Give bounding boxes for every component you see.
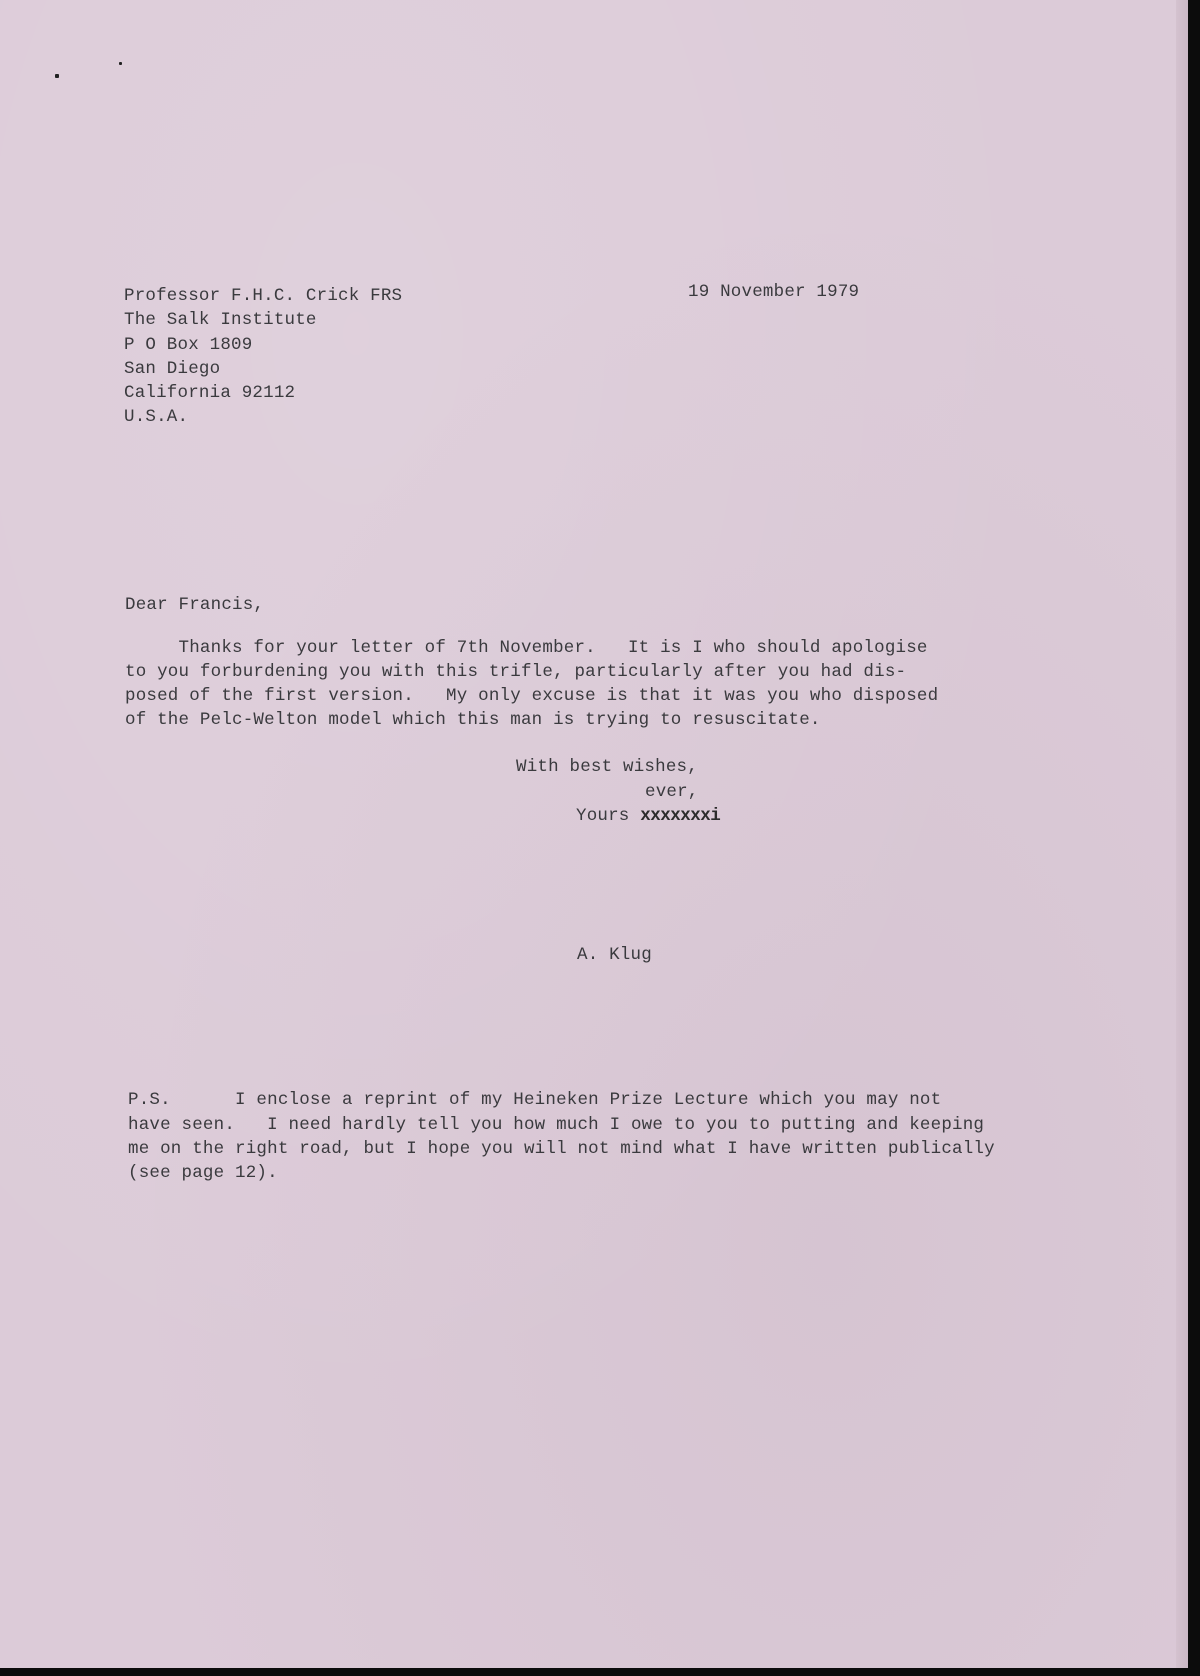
closing-yours-text: Yours xyxy=(576,806,641,826)
salutation: Dear Francis, xyxy=(125,595,265,615)
postscript-line: me on the right road, but I hope you will not mind what I have written publically xyxy=(128,1139,995,1159)
letter-date: 19 November 1979 xyxy=(688,282,860,302)
postscript-line: have seen. I need hardly tell you how much I owe to you to putting and keeping xyxy=(128,1115,985,1135)
closing-wishes: With best wishes, xyxy=(516,757,698,777)
recipient-state: California 92112 xyxy=(124,383,296,403)
corner-mark xyxy=(55,74,59,78)
postscript-line: P.S. I enclose a reprint of my Heineken Prize Lecture which you may not xyxy=(128,1090,942,1110)
body-line: to you forburdening you with this trifle, particularly after you had dis- xyxy=(125,662,907,682)
body-line: posed of the first version. My only excuse is that it was you who disposed xyxy=(125,686,939,706)
recipient-country: U.S.A. xyxy=(124,407,189,427)
body-line: of the Pelc-Welton model which this man is trying to resuscitate. xyxy=(125,710,821,730)
corner-mark xyxy=(119,62,122,65)
struck-out-text: xxxxxxxi xyxy=(640,806,721,826)
body-line: Thanks for your letter of 7th November. It is I who should apologise xyxy=(125,638,928,658)
signature-name: A. Klug xyxy=(577,945,652,965)
closing-yours xyxy=(576,804,720,828)
recipient-name: Professor F.H.C. Crick FRS xyxy=(124,286,403,306)
closing-ever: ever, xyxy=(645,782,699,802)
recipient-city: San Diego xyxy=(124,359,221,379)
recipient-institution: The Salk Institute xyxy=(124,310,317,330)
paper-edge xyxy=(1176,0,1188,1668)
postscript-line: (see page 12). xyxy=(128,1163,278,1183)
recipient-po-box: P O Box 1809 xyxy=(124,335,253,355)
